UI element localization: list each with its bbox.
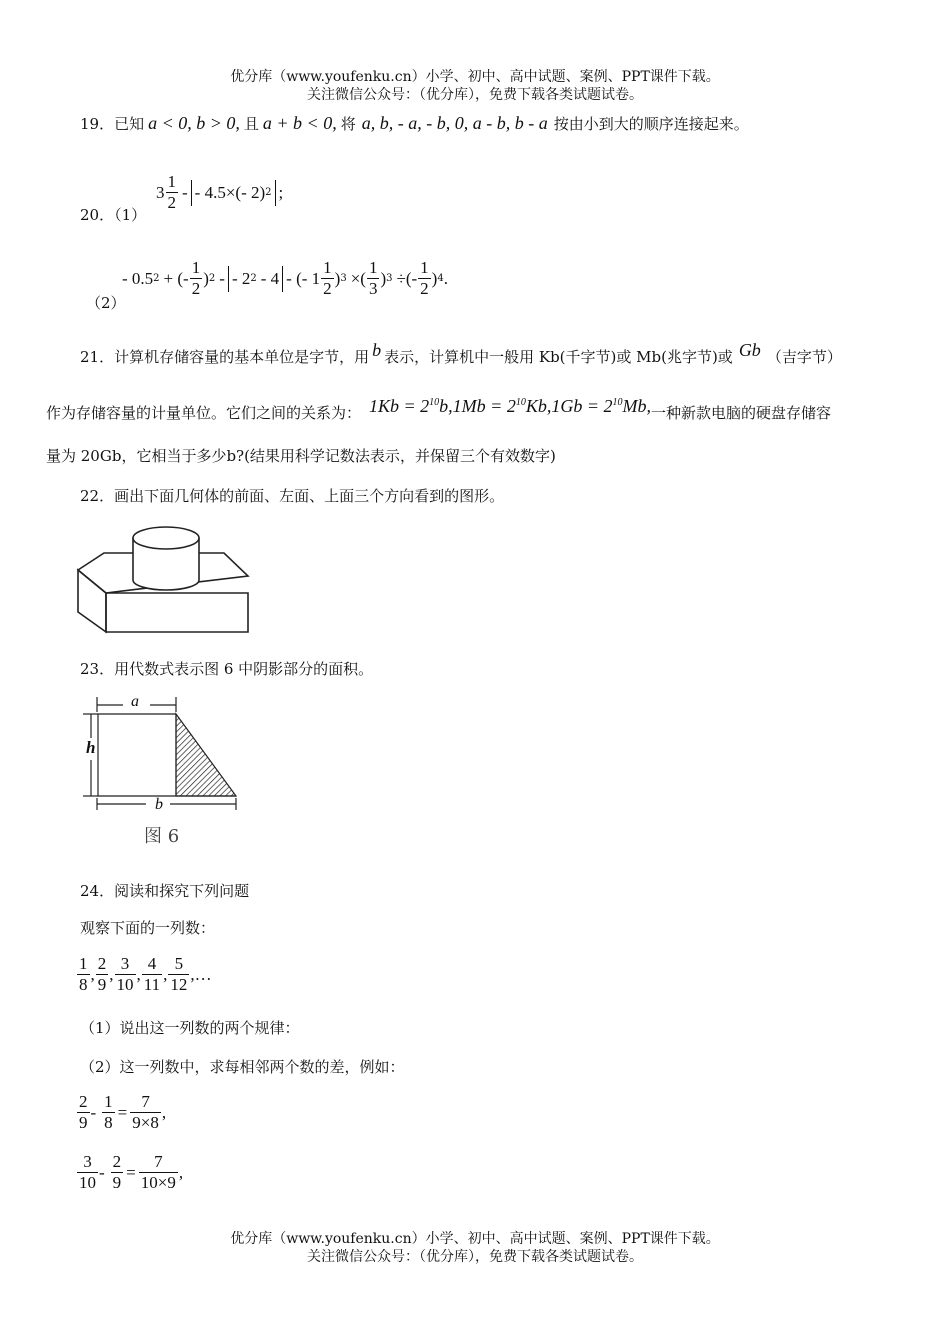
- frac-denominator: 10: [79, 1173, 96, 1192]
- exponent: 2: [208, 273, 216, 284]
- q21-text-b: 表示，计算机中一般用 Kb(千字节)或 Mb(兆字节)或: [384, 348, 733, 366]
- frac-numerator: 7: [139, 1152, 178, 1173]
- q20-p1-whole: 3: [156, 182, 165, 202]
- frac-denominator: 10: [116, 975, 134, 994]
- minus-sign: -: [219, 268, 225, 288]
- frac-numerator: 4: [142, 954, 162, 975]
- ex1-fraction-result: [130, 1092, 161, 1133]
- period: .: [443, 268, 448, 288]
- q24-example-2: [76, 1152, 183, 1193]
- rel-1-unit: b,1Mb = 2: [439, 396, 516, 416]
- q20-part1-expression: [156, 172, 283, 213]
- frac-numerator: 7: [130, 1092, 161, 1113]
- q22-text: 22．画出下面几何体的前面、左面、上面三个方向看到的图形。: [80, 487, 505, 505]
- q20-label-1: 20．（1）: [80, 206, 147, 224]
- frac-denominator: 12: [170, 975, 188, 994]
- abs-bar-left: [191, 180, 192, 206]
- frac-denominator: 9: [112, 1173, 122, 1192]
- ex1-fraction-a: [77, 1092, 90, 1133]
- frac-numerator: 3: [77, 1152, 98, 1173]
- frac-numerator: 1: [104, 1092, 113, 1111]
- frac-numerator: 2: [79, 1092, 88, 1111]
- paren-close: ): [334, 268, 341, 288]
- q21-text-a: 21．计算机存储容量的基本单位是字节，用: [80, 348, 370, 366]
- comma: ,: [90, 964, 95, 984]
- q20-label-2: （2）: [86, 294, 126, 312]
- q21-text-d: 作为存储容量的计量单位。它们之间的关系为：: [46, 404, 362, 422]
- ex1-fraction-b: [102, 1092, 115, 1133]
- q20-p1-exponent: 2: [265, 187, 272, 198]
- exponent: 2: [153, 273, 160, 284]
- q20-p1-minus: -: [182, 182, 188, 202]
- sequence-ellipsis: ,…: [190, 964, 212, 984]
- question-19: [80, 113, 749, 134]
- frac-denominator: 8: [79, 975, 88, 994]
- figure-label-h: h: [86, 738, 96, 757]
- q20-p1-end: ;: [278, 182, 284, 202]
- q19-jiang: 将: [340, 115, 356, 133]
- q19-condition-1: a < 0, b > 0,: [148, 113, 240, 133]
- frac-numerator: 1: [79, 954, 88, 973]
- equals-sign: =: [117, 1102, 128, 1122]
- frac-denominator: 11: [143, 975, 161, 994]
- exponent: 10: [515, 397, 526, 408]
- q21-var-b: b: [372, 340, 382, 360]
- rel-1: 1Kb = 2: [369, 396, 430, 416]
- q20-p1-inner: - 4.5×(- 2): [194, 182, 266, 202]
- equals-sign: =: [126, 1162, 136, 1182]
- frac-numerator: 1: [191, 258, 201, 277]
- exponent: 3: [386, 273, 393, 284]
- frac-denominator: 8: [104, 1113, 113, 1132]
- q24-sequence: [76, 954, 212, 995]
- sequence-fraction: [96, 954, 109, 995]
- footer-line-1: 优分库（www.youfenku.cn）小学、初中、高中试题、案例、PPT课件下载。: [230, 1231, 720, 1247]
- ex2-fraction-b: [111, 1152, 124, 1193]
- q20-p2-d: - 2: [231, 268, 251, 288]
- q21-var-gb: Gb: [738, 340, 761, 360]
- cylinder-top: [133, 527, 199, 549]
- q24-part-2: （2）这一列数中，求每相邻两个数的差，例如：: [80, 1058, 405, 1076]
- header-line-1: 优分库（www.youfenku.cn）小学、初中、高中试题、案例、PPT课件下载。: [230, 69, 720, 85]
- sequence-fraction: [142, 954, 162, 995]
- comma: ,: [178, 1162, 184, 1182]
- q23-text: 23．用代数式表示图 6 中阴影部分的面积。: [80, 660, 374, 678]
- frac-denominator: 9: [79, 1113, 88, 1132]
- header-line-2: 关注微信公众号：（优分库），免费下载各类试题试卷。: [307, 87, 643, 103]
- q21-line-2: [46, 396, 831, 423]
- q21-text-e: 一种新款电脑的硬盘存储容: [650, 404, 831, 422]
- figure-caption: 图 6: [144, 826, 180, 847]
- q19-condition-2: a + b < 0,: [262, 113, 337, 133]
- frac-denominator: 9×8: [132, 1113, 159, 1132]
- exponent: 10: [612, 397, 623, 408]
- q20-p2-g-fraction: [418, 258, 431, 299]
- rel-3-unit: Mb,: [622, 396, 651, 416]
- ex2-fraction-result: [139, 1152, 178, 1193]
- q20-p2-e-fraction: [321, 258, 334, 299]
- q20-p2-a: - 0.5: [122, 268, 154, 288]
- frac-numerator: 1: [167, 172, 176, 191]
- abs-bar-right: [282, 266, 283, 292]
- paren-close: ): [380, 268, 387, 288]
- paren-close: ): [203, 268, 209, 288]
- exponent: 3: [340, 273, 347, 284]
- frac-denominator: 2: [191, 279, 201, 298]
- q20-p2-d2: - 4: [260, 268, 280, 288]
- abs-bar-right: [275, 180, 276, 206]
- comma: ,: [161, 1102, 167, 1122]
- slab-left-face: [78, 570, 106, 632]
- frac-denominator: 3: [368, 279, 378, 298]
- frac-numerator: 3: [115, 954, 136, 975]
- sequence-fraction: [115, 954, 136, 995]
- frac-numerator: 2: [112, 1152, 122, 1171]
- frac-numerator: 1: [368, 258, 378, 277]
- q24-observe: 观察下面的一列数：: [80, 919, 216, 937]
- abs-bar-left: [228, 266, 229, 292]
- q24-example-1: [76, 1092, 166, 1133]
- q21-relations: [369, 396, 651, 417]
- q20-p2-e: - (- 1: [286, 268, 321, 288]
- q21-line-3: 量为 20Gb，它相当于多少b?(结果用科学记数法表示，并保留三个有效数字): [46, 447, 556, 465]
- frac-denominator: 2: [167, 193, 176, 212]
- frac-numerator: 1: [323, 258, 332, 277]
- divide-paren: ÷(-: [396, 268, 418, 288]
- q19-items: a, b, - a, - b, 0, a - b, b - a: [361, 113, 548, 133]
- ex2-fraction-a: [77, 1152, 98, 1193]
- times-paren: ×(: [350, 268, 366, 288]
- minus-sign: -: [99, 1162, 105, 1182]
- shaded-triangle: [176, 714, 236, 796]
- q20-p1-fraction: [166, 172, 179, 213]
- q24-part-1: （1）说出这一列数的两个规律：: [80, 1019, 300, 1037]
- footer-line-2: 关注微信公众号：（优分库），免费下载各类试题试卷。: [307, 1249, 643, 1265]
- q20-part2-expression: [122, 258, 448, 299]
- sequence-fraction: [168, 954, 189, 995]
- q19-tail: 按由小到大的顺序连接起来。: [553, 115, 749, 133]
- rel-2-unit: Kb,1Gb = 2: [525, 396, 613, 416]
- exponent: 2: [250, 273, 257, 284]
- frac-denominator: 2: [323, 279, 332, 298]
- q21-text-c: （吉字节）: [766, 348, 842, 366]
- q19-and: 且: [243, 115, 259, 133]
- q21-line-1: [80, 340, 842, 367]
- q19-number: 19．已知: [80, 115, 145, 133]
- q24-title: 24．阅读和探究下列问题: [80, 882, 250, 900]
- exponent: 10: [429, 397, 440, 408]
- frac-denominator: 9: [97, 975, 107, 994]
- q20-p2-f-fraction: [367, 258, 380, 299]
- slab-front-face: [106, 593, 248, 632]
- frac-numerator: 5: [168, 954, 189, 975]
- frac-denominator: 2: [420, 279, 429, 298]
- figure-label-b: b: [155, 796, 163, 813]
- frac-denominator: 10×9: [140, 1173, 176, 1192]
- comma: ,: [109, 964, 114, 984]
- paren-close: ): [431, 268, 438, 288]
- exponent: 4: [437, 273, 444, 284]
- minus-sign: -: [90, 1102, 97, 1122]
- comma: ,: [163, 964, 168, 984]
- geometry-solid-figure: [76, 518, 256, 636]
- q20-p2-b: + (-: [163, 268, 189, 288]
- frac-numerator: 1: [420, 258, 429, 277]
- comma: ,: [136, 964, 141, 984]
- sequence-fraction: [77, 954, 90, 995]
- q20-p2-b-fraction: [190, 258, 203, 299]
- frac-numerator: 2: [97, 954, 107, 973]
- figure-label-a: a: [131, 693, 139, 710]
